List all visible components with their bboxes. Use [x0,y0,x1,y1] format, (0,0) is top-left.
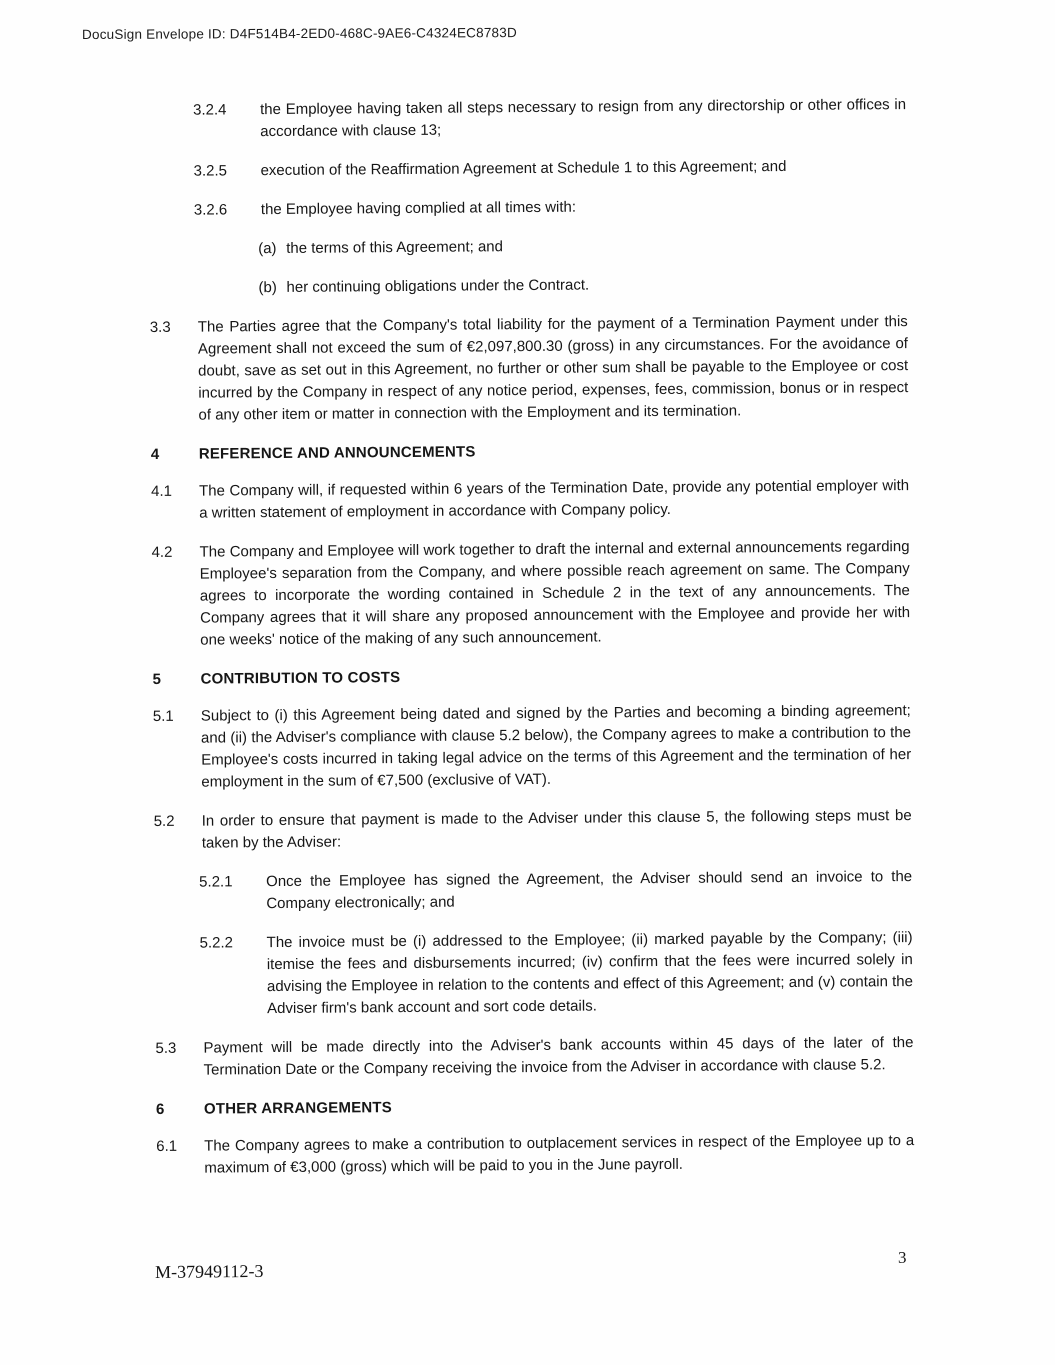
clause-text: Subject to (i) this Agreement being dated and signed by the Parties and becoming a binding agreement; and (ii) the Adviser's compliance with clause 5.2 below), the Company agrees to make a contribution to the Employee's costs incurred in taking legal advice on the terms of this Agreement and the termination of her employment in the sum of €7,500 (exclusive of VAT). [200,702,912,791]
clause-number: 5.2 [153,812,175,830]
clause-5.2.2 [155,927,914,1021]
clause-text: The Company agrees to make a contribution to outplacement services in respect of the Employee up to a maximum of €3,000 (gross) which will be paid to you in the June payroll. [204,1132,915,1177]
clause-5.2 [154,805,912,855]
clause-text: REFERENCE AND ANNOUNCEMENTS [198,443,476,463]
clause-number: (b) [258,278,277,297]
clause-number: 3.2.5 [193,162,228,180]
clause-text: her continuing obligations under the Contract. [286,276,590,296]
clause-number: 6 [155,1100,165,1118]
clause-text: the Employee having complied at all times with: [260,198,577,219]
clause-text: OTHER ARRANGEMENTS [203,1099,393,1118]
clause-number: 3.2.6 [193,201,228,219]
clause-number: (a) [258,239,277,258]
clause-number: 4 [150,445,160,463]
clause-number: 4.2 [151,543,173,561]
page-number: 3 [898,1248,907,1267]
clause-text: execution of the Reaffirmation Agreement at Schedule 1 to this Agreement; and [260,157,787,180]
clause-3.3 [150,311,909,427]
clause-5.3 [155,1032,913,1082]
clause-number: 3.2.4 [193,101,227,119]
clause-4.2 [151,536,910,652]
section-heading-5 [152,663,910,691]
clause-5.1 [153,700,912,794]
clause-5.2.1 [154,866,912,916]
document-reference-number: M-37949112-3 [155,1260,264,1282]
clause-text: CONTRIBUTION TO COSTS [200,669,401,688]
clause-text: The Company will, if requested within 6 years of the Termination Date, provide any potential employer with a written statement of employment in accordance with Company policy. [199,477,910,522]
docusign-envelope-id: DocuSign Envelope ID: D4F514B4-2ED0-468C-9AE6-C4324EC8783D [82,25,517,42]
clause-text: The invoice must be (i) addressed to the Employee; (ii) marked payable by the Company; (iii) itemise the fees and disbursements incurred; (iv) confirm that the fees were incurred solely in advising the Employee in relation to the contents and effect of this Agreement; and (v) contain the Adviser firm's bank account and sort code details. [266,929,914,1018]
clause-text: The Parties agree that the Company's total liability for the payment of a Termination Payment under this Agreement shall not exceed the sum of €2,097,800.30 (gross) in any circumstances. For the avoidance of doubt, save as set out in this Agreement, no further or other sum shall be payable to the Employee or cost incurred by the Company in respect of any notice period, expenses, fees, commission, bonus or in respect of any other item or matter in connection with the Employment and its termination. [197,313,909,424]
clause-3.2.6 [149,194,907,222]
clause-3.2.4 [148,94,906,144]
clause-number: 5.2.2 [199,934,234,952]
clause-text: The Company and Employee will work together to draft the internal and external announcements regarding Employee's separation from the Company, and where possible reach agreement on same. The Company agrees to incorporate the wording contained in Schedule 2 in the text of any announcements. The Company agrees that it will share any proposed announcement with the Employee and provide her with one weeks' notice of the making of any such announcement. [199,538,911,649]
clause-6.1 [156,1130,914,1180]
clause-text: Payment will be made directly into the Adviser's bank accounts within 45 days of the later of the Termination Date or the Company receiving the invoice from the Adviser in accordance with clause 5.2. [203,1034,914,1079]
section-heading-6 [156,1093,914,1121]
clause-number: 6.1 [156,1137,178,1155]
clause-b [149,272,907,300]
clause-a [149,233,907,261]
clause-3.2.5 [148,155,906,183]
clause-4.1 [151,475,909,525]
clause-number: 5.1 [152,707,174,725]
clause-number: 5 [152,670,162,688]
clause-text: the terms of this Agreement; and [286,238,504,257]
clause-text: In order to ensure that payment is made to the Adviser under this clause 5, the following steps must be taken by the Adviser: [201,807,912,852]
clause-text: Once the Employee has signed the Agreement, the Adviser should send an invoice to the Company electronically; and [266,868,913,913]
clause-number: 3.3 [149,318,171,336]
clause-text: the Employee having taken all steps necessary to resign from any directorship or other offices in accordance with clause 13; [260,96,907,141]
section-heading-4 [151,438,909,466]
clause-number: 4.1 [151,482,173,500]
clause-number: 5.2.1 [199,873,233,891]
clause-number: 5.3 [155,1039,177,1057]
document-body [148,94,915,1197]
